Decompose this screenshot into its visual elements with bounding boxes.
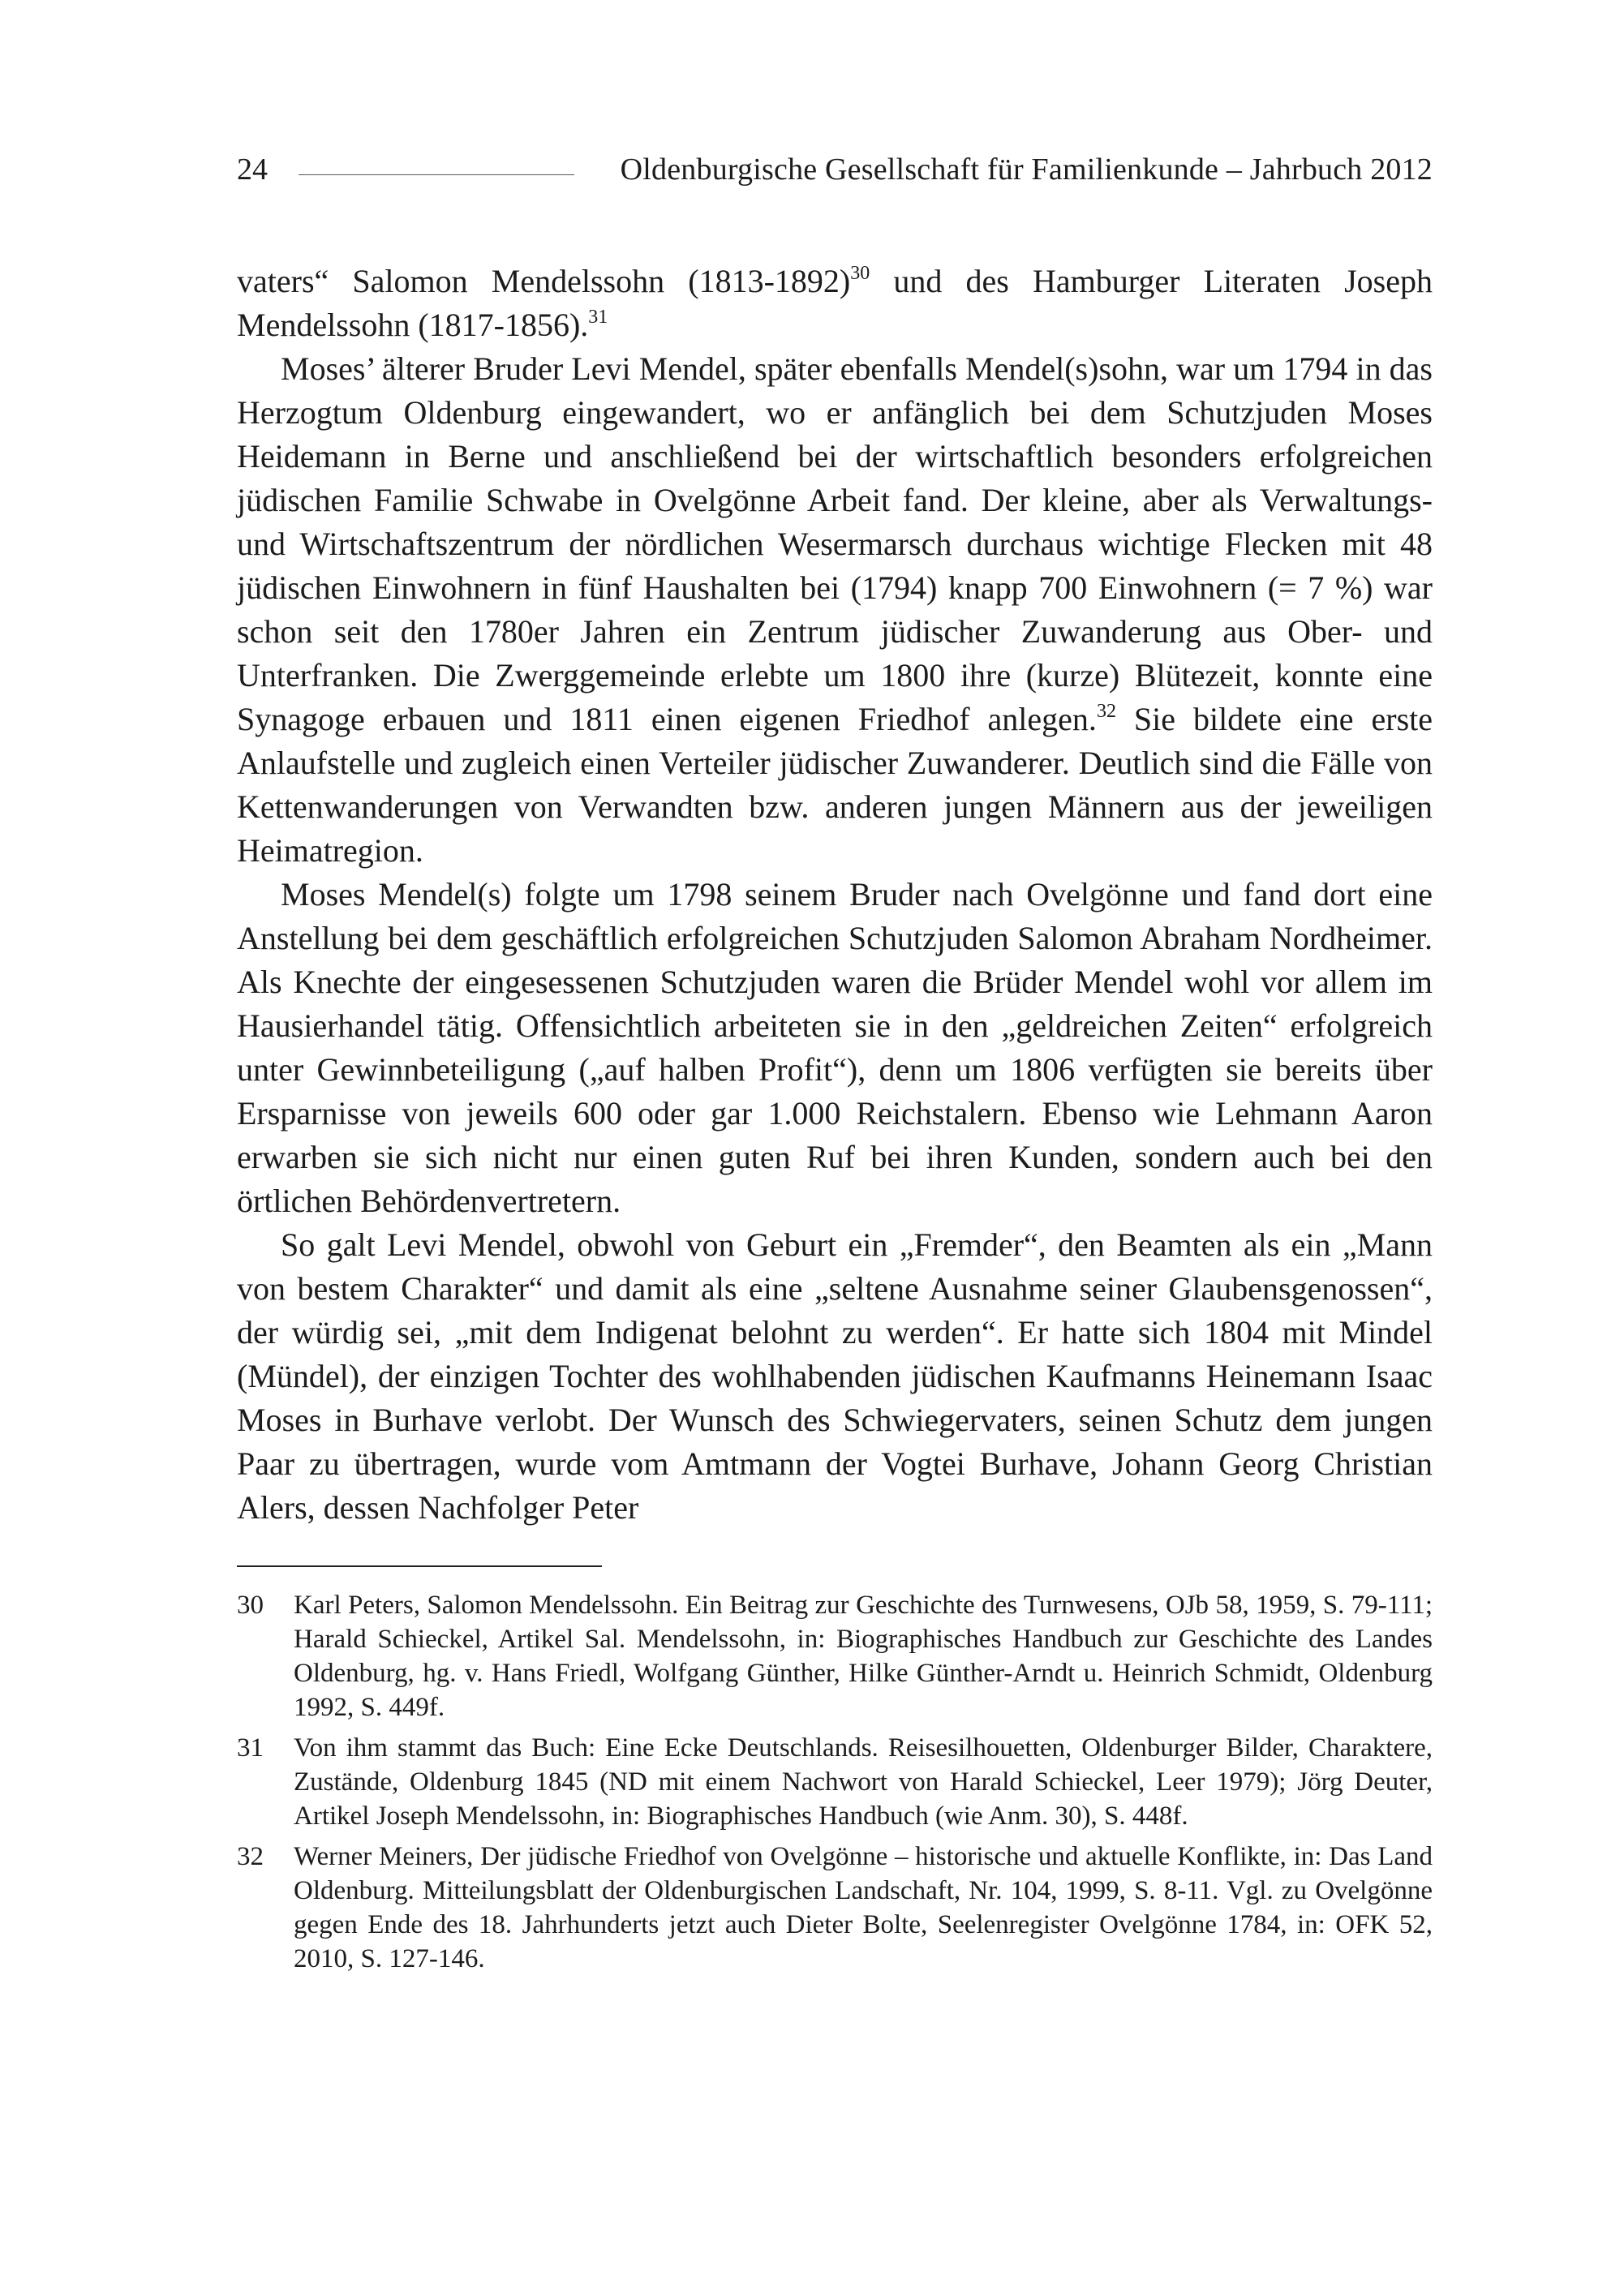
footnote-reference-31: 31 (588, 307, 608, 328)
footnote-text: Werner Meiners, Der jüdische Friedhof von Ovelgönne – historische und aktuelle Konflikte, in: Das Land Oldenburg. Mitteilungsblatt der Oldenburgischen Landschaft, Nr. 104, 1999, S. 8-11. Vgl. zu Ovelgönne gegen Ende des 18. Jahrhunderts jetzt auch Dieter Bolte, Seelenregister Ovelgönne 1784, in: OFK 52, 2010, S. 127-146. (294, 1842, 1433, 1973)
book-page (237, 0, 1433, 2293)
paragraph-4: So galt Levi Mendel, obwohl von Geburt ein „Fremder“, den Beamten als ein „Mann von bestem Charakter“ und damit als eine „seltene Ausnahme seiner Glaubensgenossen“, der würdig sei, „mit dem Indigenat belohnt zu werden“. Er hatte sich 1804 mit Mindel (Mündel), der einzigen Tochter des wohlhabenden jüdischen Kaufmanns Heinemann Isaac Moses in Burhave verlobt. Der Wunsch des Schwiegervaters, seinen Schutz dem jungen Paar zu übertragen, wurde vom Amtmann der Vogtei Burhave, Johann Georg Christian Alers, dessen Nachfolger Peter (237, 1226, 1433, 1526)
paragraph-2 (237, 347, 1433, 873)
paragraph-text: Moses’ älterer Bruder Levi Mendel, später ebenfalls Mendel(s)sohn, war um 1794 in das Herzogtum Oldenburg eingewandert, wo er anfänglich bei dem Schutzjuden Moses Heidemann in Berne und anschließend bei der wirtschaftlich besonders erfolgreichen jüdischen Familie Schwabe in Ovelgönne Arbeit fand. Der kleine, aber als Verwaltungs- und Wirtschaftszentrum der nördlichen Wesermarsch durchaus wichtige Flecken mit 48 jüdischen Einwohnern in fünf Haushalten bei (1794) knapp 700 Einwohnern (= 7 %) war schon seit den 1780er Jahren ein Zentrum jüdischer Zuwanderung aus Ober- und Unterfranken. Die Zwerggemeinde erlebte um 1800 ihre (kurze) Blütezeit, konnte eine Synagoge erbauen und 1811 einen eigenen Friedhof anlegen. (237, 350, 1433, 737)
main-text (237, 260, 1433, 1530)
paragraph-text: und des Hamburger Literaten Joseph Mendelssohn (1817-1856). (237, 263, 1433, 343)
paragraph-text: vaters“ Salomon Mendelssohn (1813-1892) (237, 263, 851, 299)
running-title: Oldenburgische Gesellschaft für Familienkunde – Jahrbuch 2012 (620, 152, 1433, 187)
footnote-reference-30: 30 (850, 263, 870, 284)
footnotes (237, 1588, 1433, 1982)
footnote-31 (237, 1731, 1433, 1833)
footnote-separator (237, 1565, 602, 1567)
paragraph-3: Moses Mendel(s) folgte um 1798 seinem Bruder nach Ovelgönne und fand dort eine Anstellung bei dem geschäftlich erfolgreichen Schutzjuden Salomon Abraham Nordheimer. Als Knechte der eingesessenen Schutzjuden waren die Brüder Mendel wohl vor allem im Hausierhandel tätig. Offensichtlich arbeiteten sie in den „geldreichen Zeiten“ erfolgreich unter Gewinnbeteiligung („auf halben Profit“), denn um 1806 verfügten sie bereits über Ersparnisse von jeweils 600 oder gar 1.000 Reichstalern. Ebenso wie Lehmann Aaron erwarben sie sich nicht nur einen guten Ruf bei ihren Kunden, sondern auch bei den örtlichen Behördenvertretern. (237, 876, 1433, 1219)
footnote-reference-32: 32 (1096, 701, 1116, 722)
paragraph-text: Sie bildete eine erste Anlaufstelle und zugleich einen Verteiler jüdischer Zuwanderer. Deutlich sind die Fälle von Kettenwanderungen von Verwandten bzw. anderen jungen Männern aus der jeweiligen Heimatregion. (237, 701, 1433, 869)
footnote-30 (237, 1588, 1433, 1724)
footnote-text: Karl Peters, Salomon Mendelssohn. Ein Beitrag zur Geschichte des Turnwesens, OJb 58, 1959, S. 79-111; Harald Schieckel, Artikel Sal. Mendelssohn, in: Biographisches Handbuch zur Geschichte des Landes Oldenburg, hg. v. Hans Friedl, Wolfgang Günther, Hilke Günther-Arndt u. Heinrich Schmidt, Oldenburg 1992, S. 449f. (294, 1591, 1433, 1722)
footnote-number: 31 (237, 1733, 264, 1763)
footnote-number: 32 (237, 1842, 264, 1871)
footnote-text: Von ihm stammt das Buch: Eine Ecke Deutschlands. Reisesilhouetten, Oldenburger Bilder, Charaktere, Zustände, Oldenburg 1845 (ND mit einem Nachwort von Harald Schieckel, Leer 1979); Jörg Deuter, Artikel Joseph Mendelssohn, in: Biographisches Handbuch (wie Anm. 30), S. 448f. (294, 1733, 1433, 1831)
footnote-32 (237, 1840, 1433, 1976)
footnote-number: 30 (237, 1591, 264, 1620)
running-header (237, 148, 1433, 191)
header-rule (299, 174, 574, 175)
page-number: 24 (237, 152, 268, 187)
paragraph-1 (237, 260, 1433, 347)
